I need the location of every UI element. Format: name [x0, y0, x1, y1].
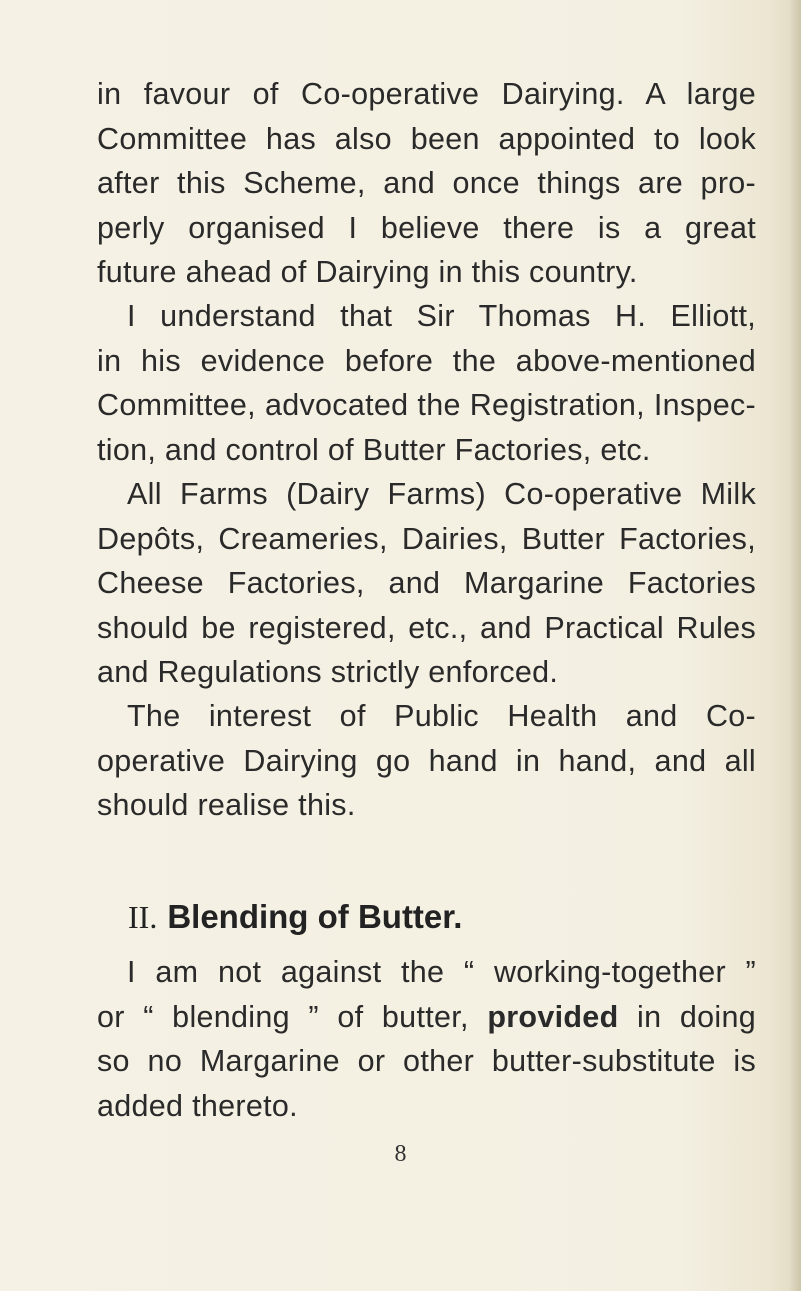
text-line: I am not against the “ working-together ” — [127, 955, 756, 989]
section-title: Blending of Butter. — [167, 898, 463, 935]
paragraph-registration — [97, 294, 756, 472]
page-number: 8 — [394, 1141, 407, 1167]
text-line: so no Margarine or other butter-substitute is — [97, 1044, 756, 1078]
text-line: in favour of Co-operative Dairying. A large — [97, 77, 756, 111]
text-line: I understand that Sir Thomas H. Elliott, — [127, 299, 756, 333]
paragraph-farms-registered — [97, 472, 756, 695]
text-line: Committee, advocated the Registration, Inspec- — [97, 388, 756, 422]
section-heading — [128, 895, 462, 939]
paragraph-cooperative-dairying — [97, 72, 756, 295]
text-line: Depôts, Creameries, Dairies, Butter Factories, — [97, 521, 756, 556]
text-line: and Regulations strictly enforced. — [97, 655, 559, 689]
text-line: perly organised I believe there is a great — [97, 210, 756, 245]
text-line: operative Dairying go hand in hand, and all — [97, 743, 756, 778]
section-number: II. — [128, 899, 158, 935]
text-line: should realise this. — [97, 788, 356, 822]
text-line: Committee has also been appointed to look — [97, 121, 756, 156]
paragraph-blending — [97, 950, 756, 1128]
emphasis-provided: provided — [487, 999, 619, 1034]
paragraph-public-health — [97, 694, 756, 828]
text-line: added thereto. — [97, 1088, 298, 1123]
text-line: future ahead of Dairying in this country. — [97, 255, 638, 289]
text-line: in his evidence before the above-mentioned — [97, 343, 756, 378]
text-run: or “ blending ” of butter, — [97, 999, 488, 1034]
text-run: in doing — [618, 999, 756, 1034]
text-line: after this Scheme, and once things are pro- — [97, 166, 756, 200]
text-line: tion, and control of Butter Factories, etc. — [97, 432, 651, 467]
text-line: Cheese Factories, and Margarine Factories — [97, 566, 756, 600]
text-line: All Farms (Dairy Farms) Co-operative Milk — [127, 477, 756, 511]
page-edge-shadow — [789, 0, 801, 1291]
text-line — [97, 995, 756, 1040]
text-line: The interest of Public Health and Co- — [127, 699, 756, 733]
text-line: should be registered, etc., and Practical Rules — [97, 610, 756, 645]
